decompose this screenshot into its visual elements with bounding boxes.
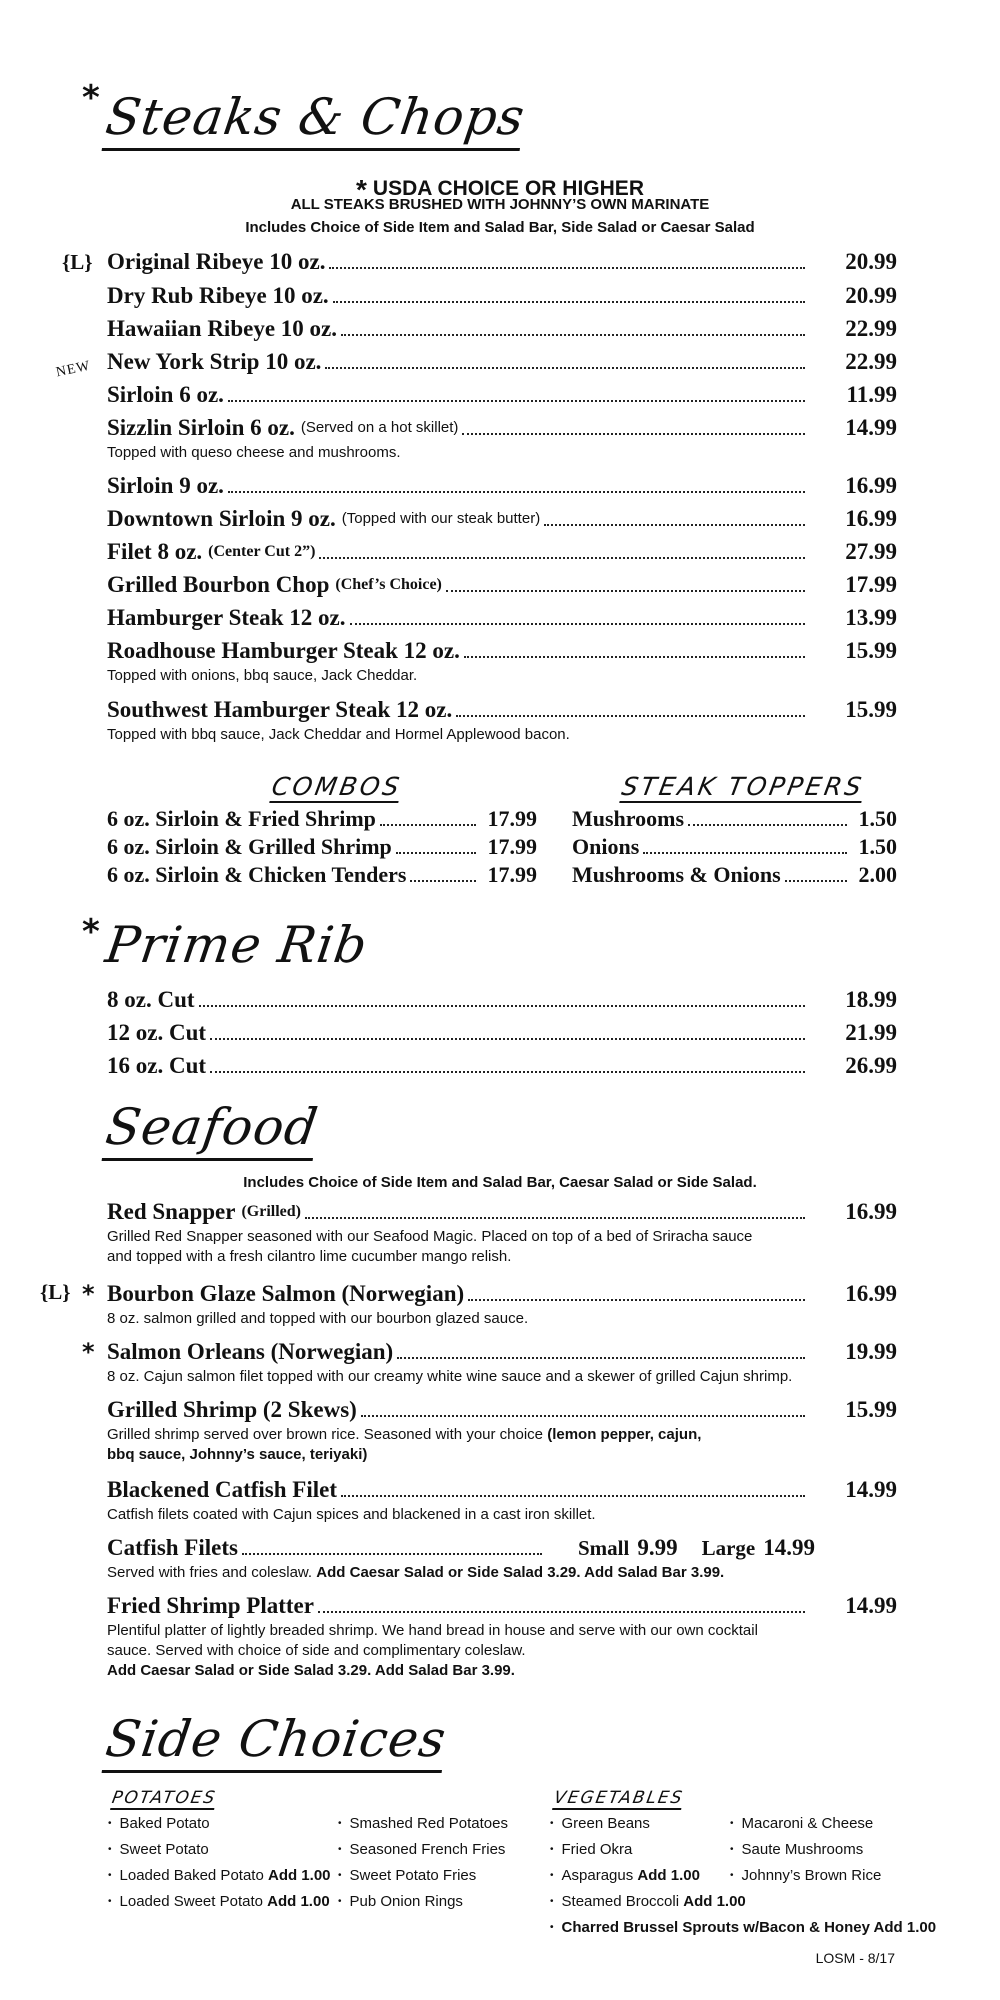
seafood-item: Grilled Shrimp (2 Skews) 15.99 Grilled shrimp served over brown rice. Seasoned with your choice (lemon pepper, cajun, bbq sauce, Johnny’s sauce, teriyaki): [107, 1397, 897, 1463]
item-description: Topped with bbq sauce, Jack Cheddar and Hormel Applewood bacon.: [107, 726, 570, 743]
lighter-tag: {L}: [62, 250, 93, 274]
vegetables-heading: VEGETABLES: [552, 1788, 686, 1808]
topper-item: Mushrooms 1.50: [572, 806, 897, 831]
list-item: • Sweet Potato Fries: [338, 1864, 508, 1890]
topper-item: Mushrooms & Onions 2.00: [572, 862, 897, 887]
steaks-includes: Includes Choice of Side Item and Salad Bar, Side Salad or Caesar Salad: [245, 219, 755, 236]
steak-item: Hawaiian Ribeye 10 oz. 22.99: [107, 316, 897, 341]
prime-rib-item: 12 oz. Cut 21.99: [107, 1020, 897, 1045]
seafood-item: Blackened Catfish Filet 14.99 Catfish filets coated with Cajun spices and blackened in a cast iron skillet.: [107, 1477, 897, 1523]
prime-rib-item: 8 oz. Cut 18.99: [107, 987, 897, 1012]
steak-item: Filet 8 oz. (Center Cut 2”) 27.99: [107, 539, 897, 564]
prime-rib-item: 16 oz. Cut 26.99: [107, 1053, 897, 1078]
steak-item: Dry Rub Ribeye 10 oz. 20.99: [107, 283, 897, 308]
steak-item: Grilled Bourbon Chop (Chef’s Choice) 17.99: [107, 572, 897, 597]
combos-title: COMBOS: [269, 772, 405, 801]
potatoes-heading: POTATOES: [110, 1788, 219, 1808]
list-item: • Loaded Sweet Potato Add 1.00: [108, 1890, 331, 1916]
steak-item: Southwest Hamburger Steak 12 oz. 15.99 Topped with bbq sauce, Jack Cheddar and Hormel Applewood bacon.: [107, 697, 897, 743]
steak-item: Sizzlin Sirloin 6 oz. (Served on a hot skillet) 14.99 Topped with queso cheese and mushrooms.: [107, 415, 897, 461]
steaks-title: Steaks & Chops: [106, 88, 524, 151]
steak-item: Downtown Sirloin 9 oz. (Topped with our steak butter) 16.99: [107, 506, 897, 531]
item-description: Topped with queso cheese and mushrooms.: [107, 444, 401, 461]
new-tag: NEW: [54, 358, 92, 381]
list-item: • Macaroni & Cheese: [730, 1812, 881, 1838]
choice-star: *: [82, 1280, 95, 1308]
list-item: • Asparagus Add 1.00: [550, 1864, 936, 1890]
item-description: Topped with onions, bbq sauce, Jack Cheddar.: [107, 667, 418, 684]
list-item: • Green Beans: [550, 1812, 936, 1838]
seafood-item: Red Snapper (Grilled) 16.99 Grilled Red Snapper seasoned with our Seafood Magic. Placed on top of a bed of Sriracha sauce and topped with a fresh cilantro lime cucumber mango relish.: [107, 1199, 897, 1265]
toppers-title: STEAK TOPPERS: [619, 772, 867, 801]
list-item: • Saute Mushrooms: [730, 1838, 881, 1864]
sides-title: Side Choices: [106, 1710, 446, 1773]
steak-item: New York Strip 10 oz. 22.99: [107, 349, 897, 374]
seafood-item: Salmon Orleans (Norwegian) 19.99 8 oz. Cajun salmon filet topped with our creamy white wine sauce and a skewer of grilled Cajun shrimp.: [107, 1339, 897, 1385]
potatoes-list-2: [338, 1812, 508, 1916]
list-item: • Baked Potato: [108, 1812, 331, 1838]
list-item: • Seasoned French Fries: [338, 1838, 508, 1864]
steak-item: Original Ribeye 10 oz. 20.99: [107, 249, 897, 274]
list-item: • Charred Brussel Sprouts w/Bacon & Honey Add 1.00: [550, 1916, 936, 1942]
seafood-title: Seafood: [106, 1098, 317, 1161]
menu-code: LOSM - 8/17: [815, 1950, 895, 1966]
marinate-line: ALL STEAKS BRUSHED WITH JOHNNY’S OWN MARINATE: [290, 196, 710, 213]
vegetables-list-2: [730, 1812, 881, 1890]
list-item: • Fried Okra: [550, 1838, 936, 1864]
list-item: • Sweet Potato: [108, 1838, 331, 1864]
topper-item: Onions 1.50: [572, 834, 897, 859]
combo-item: 6 oz. Sirloin & Chicken Tenders 17.99: [107, 862, 537, 887]
prime-rib-title: Prime Rib: [102, 916, 372, 974]
seafood-item: Fried Shrimp Platter 14.99 Plentiful platter of lightly breaded shrimp. We hand bread in house and serve with our own cocktail sauce. Served with choice of side and complimentary coleslaw. Add Caesar Salad or Side Salad 3.29. Add Salad Bar 3.99.: [107, 1593, 897, 1679]
steak-item: Roadhouse Hamburger Steak 12 oz. 15.99 Topped with onions, bbq sauce, Jack Cheddar.: [107, 638, 897, 684]
list-item: • Steamed Broccoli Add 1.00: [550, 1890, 936, 1916]
combo-item: 6 oz. Sirloin & Grilled Shrimp 17.99: [107, 834, 537, 859]
lighter-tag: {L}: [40, 1280, 71, 1304]
steaks-title-star: *: [82, 78, 100, 118]
potatoes-list-1: [108, 1812, 331, 1916]
seafood-item: Catfish Filets Small 9.99 Large 14.99 Served with fries and coleslaw. Add Caesar Salad or Side Salad 3.29. Add Salad Bar 3.99.: [107, 1535, 815, 1581]
seafood-includes: Includes Choice of Side Item and Salad Bar, Caesar Salad or Side Salad.: [243, 1174, 757, 1191]
list-item: • Pub Onion Rings: [338, 1890, 508, 1916]
list-item: • Loaded Baked Potato Add 1.00: [108, 1864, 331, 1890]
prime-rib-star: *: [82, 912, 100, 952]
steak-item: Sirloin 9 oz. 16.99: [107, 473, 897, 498]
list-item: • Johnny’s Brown Rice: [730, 1864, 881, 1890]
combo-item: 6 oz. Sirloin & Fried Shrimp 17.99: [107, 806, 537, 831]
steak-item: Hamburger Steak 12 oz. 13.99: [107, 605, 897, 630]
usda-line: * USDA CHOICE OR HIGHER: [356, 174, 644, 205]
seafood-item: Bourbon Glaze Salmon (Norwegian) 16.99 8 oz. salmon grilled and topped with our bourbon glazed sauce.: [107, 1281, 897, 1327]
steak-item: Sirloin 6 oz. 11.99: [107, 382, 897, 407]
list-item: • Smashed Red Potatoes: [338, 1812, 508, 1838]
choice-star: *: [82, 1338, 95, 1366]
